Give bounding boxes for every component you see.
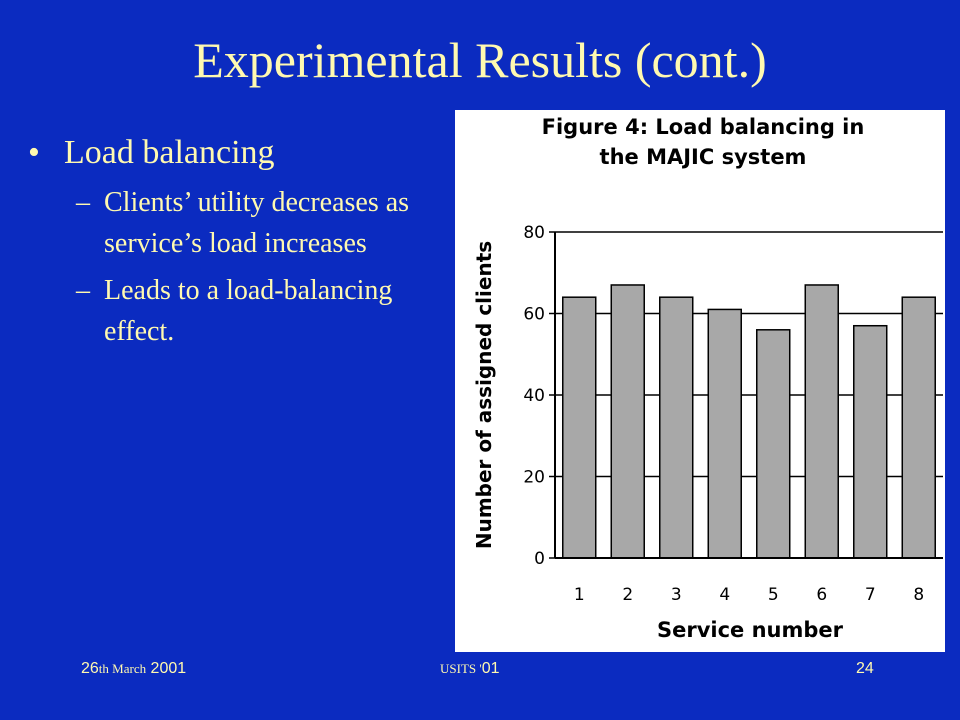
x-tick-label: 8 (913, 585, 925, 605)
y-tick-label: 60 (523, 304, 545, 325)
y-tick-label: 80 (523, 223, 545, 243)
footer-conference-name: USITS ' (440, 661, 482, 676)
bar-chart (455, 110, 945, 652)
bar (708, 309, 741, 558)
bullet-load-balancing (28, 130, 448, 176)
y-tick-label: 0 (534, 549, 545, 569)
bar (660, 297, 693, 558)
chart-panel (455, 110, 945, 652)
bar (563, 297, 596, 558)
subpoint-text: Leads to a load-balancing effect. (104, 275, 393, 347)
footer-conference (440, 660, 500, 678)
bar (854, 326, 887, 558)
bar (902, 297, 935, 558)
footer-page-number: 24 (856, 660, 874, 677)
x-tick-label: 2 (622, 585, 634, 605)
subpoint-effect (28, 270, 448, 352)
bullet-marker: • (28, 134, 40, 171)
bullet-text: Load balancing (64, 134, 275, 171)
y-axis-label: Number of assigned clients (472, 240, 496, 550)
bar (757, 330, 790, 558)
subpoint-text: Clients’ utility decreases as service’s load increases (104, 187, 410, 259)
footer-conference-year: 01 (481, 660, 500, 677)
chart-title-line: the MAJIC system (599, 145, 807, 169)
x-tick-label: 6 (816, 585, 828, 605)
subpoint-utility (28, 182, 448, 264)
dash-marker: – (76, 275, 90, 306)
y-tick-label: 40 (523, 386, 545, 406)
x-tick-label: 3 (670, 585, 682, 605)
x-tick-label: 5 (767, 585, 779, 605)
bar (611, 285, 644, 558)
y-tick-label: 20 (523, 467, 545, 488)
footer-date-month: th March (98, 661, 147, 676)
footer-date-day: 26 (81, 660, 99, 677)
x-tick-label: 1 (573, 585, 585, 605)
slide-title: Experimental Results (cont.) (193, 32, 767, 88)
chart-title-line: Figure 4: Load balancing in (541, 115, 865, 139)
bullet-list (28, 130, 448, 358)
dash-marker: – (76, 187, 90, 218)
footer-date-year: 2001 (150, 660, 187, 677)
x-axis-label: Service number (656, 618, 844, 642)
footer-date (81, 660, 186, 678)
x-tick-label: 7 (864, 585, 876, 605)
x-tick-label: 4 (719, 585, 731, 605)
bar (805, 285, 838, 558)
